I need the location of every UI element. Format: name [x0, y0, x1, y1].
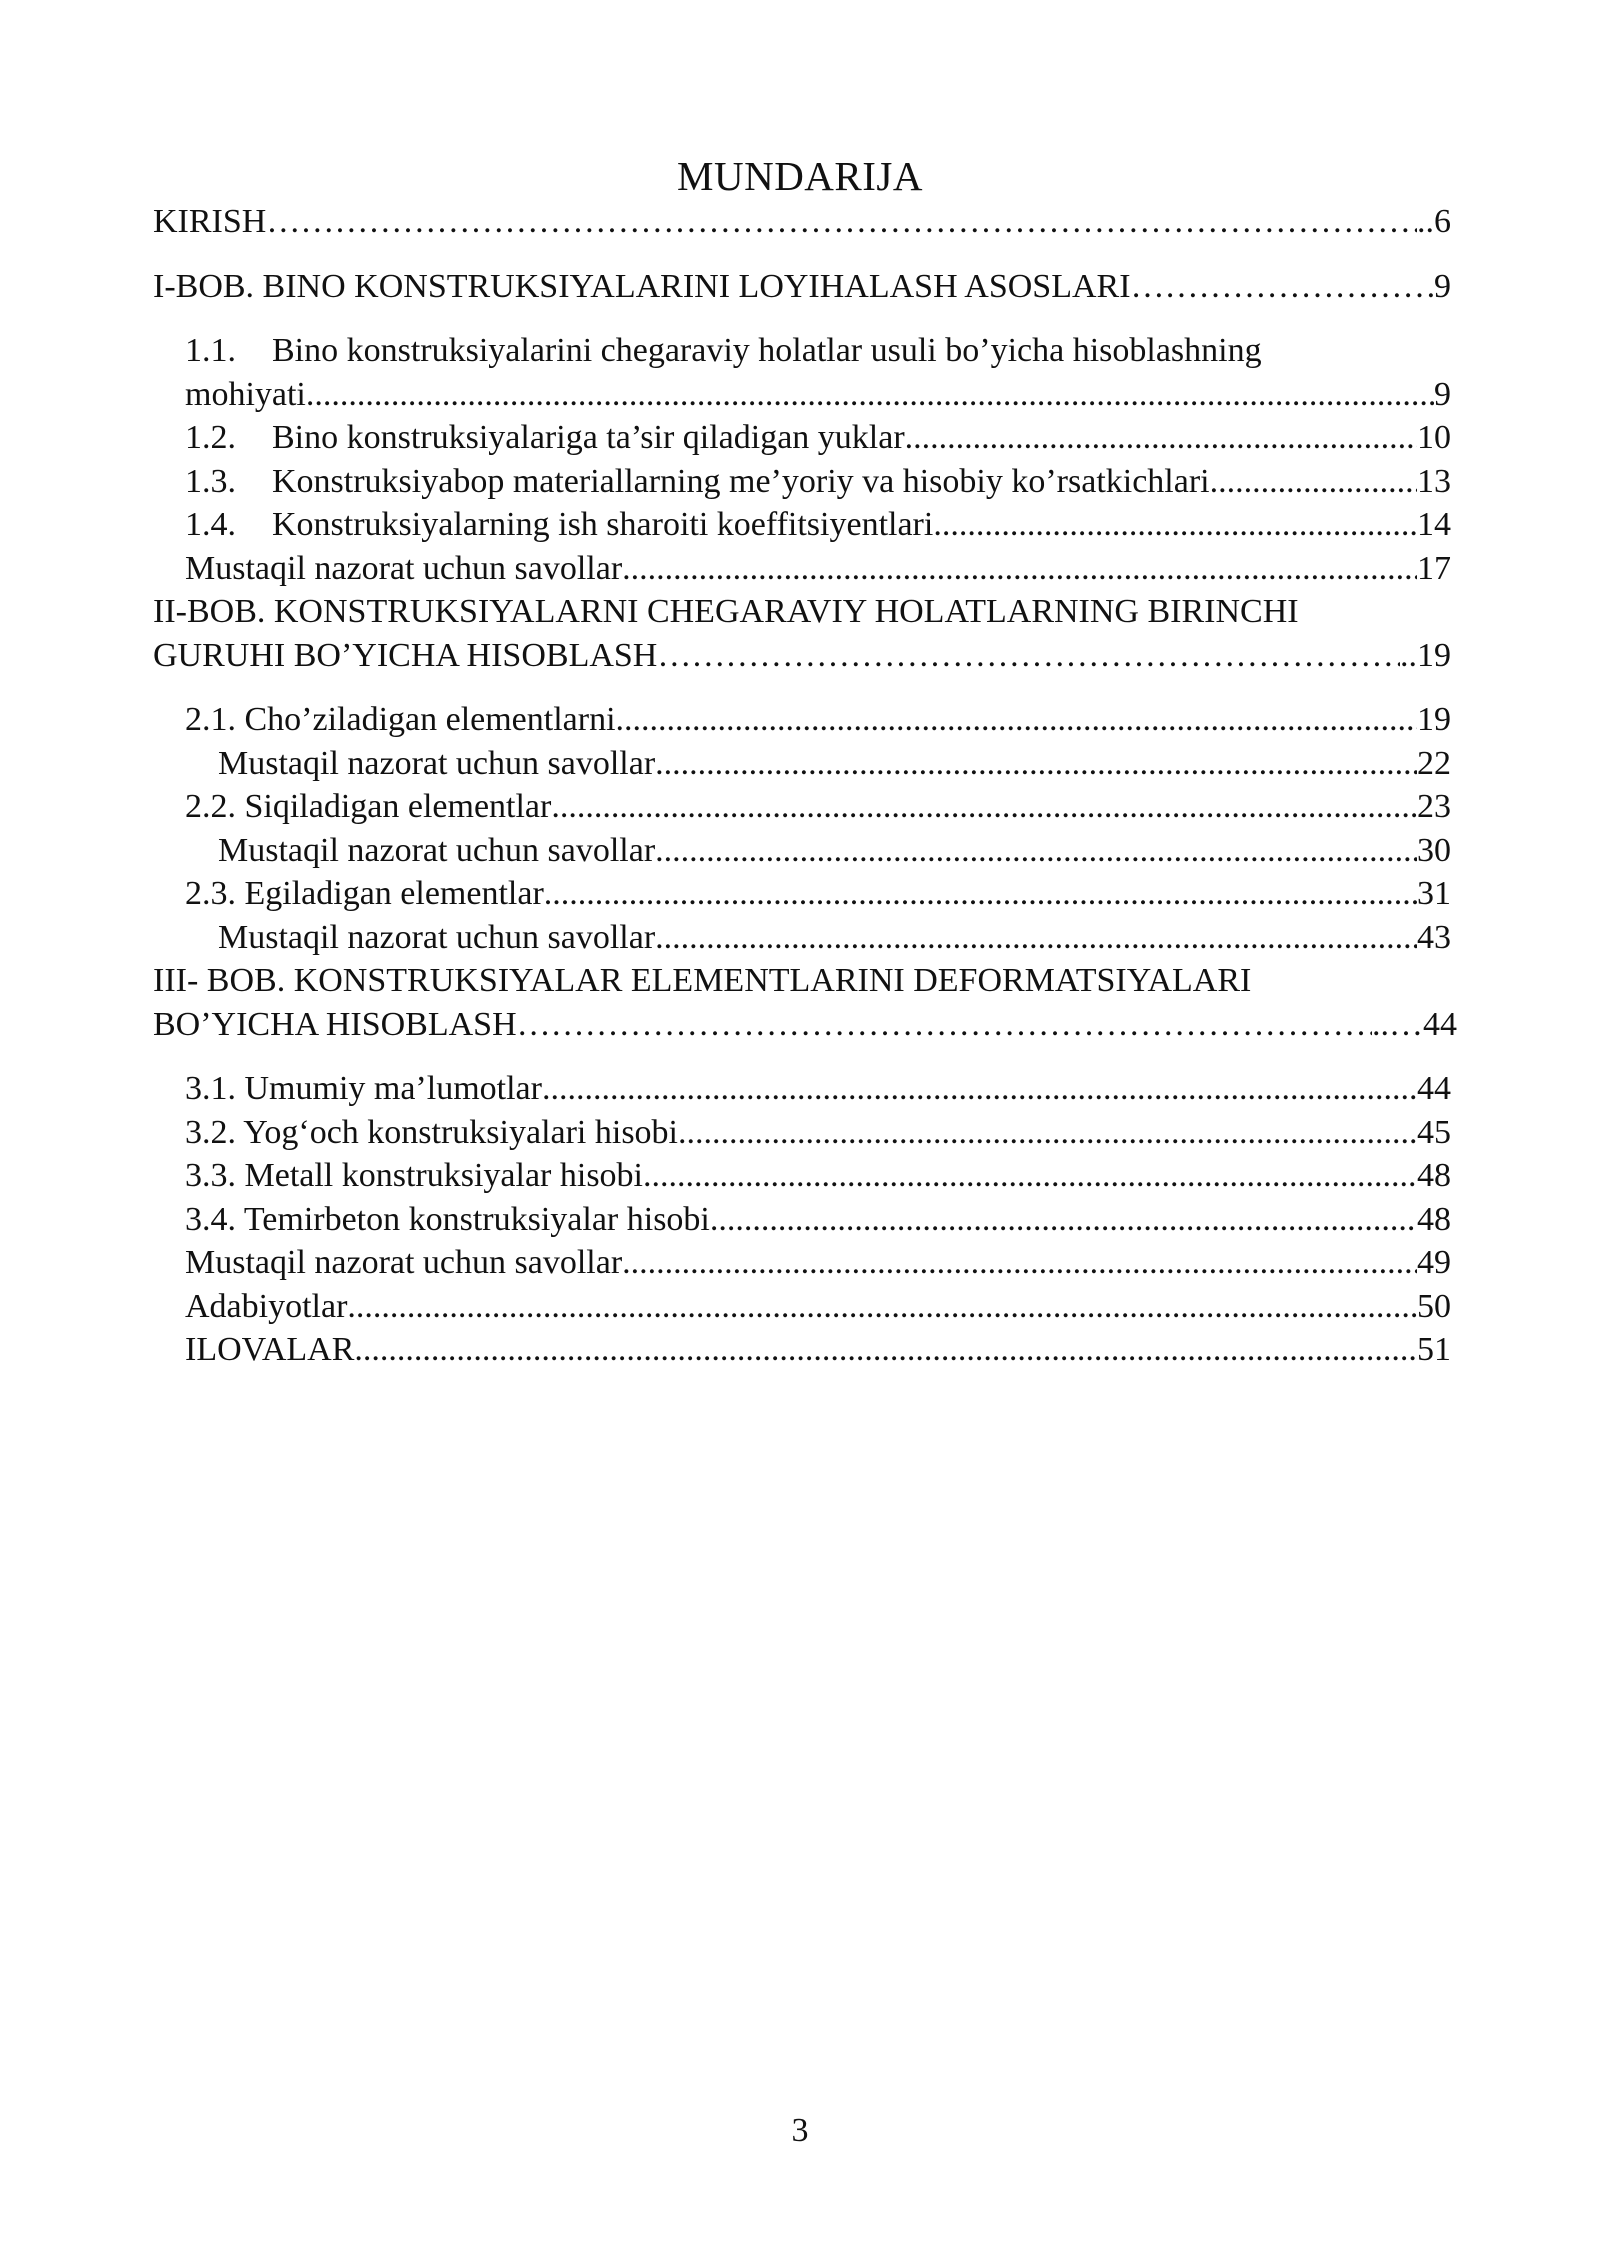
dot-leader [354, 1328, 1417, 1372]
toc-entry-label: Konstruksiyalarning ish sharoiti koeffitsiyentlari [272, 506, 934, 543]
toc-entry-3-4[interactable] [185, 1198, 1451, 1242]
toc-entry-page: 17 [1417, 549, 1451, 587]
toc-entry-page: 9 [1434, 267, 1451, 305]
toc-entry-label: GURUHI BO’YICHA HISOBLASH [153, 636, 658, 674]
dot-leader [678, 1111, 1417, 1155]
toc-entry-label: 2.1. Cho’ziladigan elementlarni [185, 701, 616, 738]
toc-entry-label: Konstruksiyabop materiallarning me’yoriy va hisobiy ko’rsatkichlari [272, 462, 1210, 500]
dot-leader [616, 698, 1417, 742]
dot-leader [622, 1241, 1417, 1285]
page-number: 3 [791, 2112, 809, 2149]
toc-entry-page: 51 [1417, 1331, 1451, 1368]
toc-entry-label: Bino konstruksiyalariga ta’sir qiladigan yuklar [272, 419, 905, 456]
toc-entry-2-1[interactable] [185, 698, 1451, 742]
dot-leader [933, 503, 1417, 547]
page-title: MUNDARIJA [677, 153, 923, 199]
toc-entry-questions-2-2[interactable] [218, 829, 1451, 873]
dot-leader [655, 916, 1417, 960]
dot-leader [657, 634, 1400, 678]
toc-entry-1-4[interactable] [185, 503, 1451, 547]
toc-entry-chapter-1[interactable] [153, 265, 1451, 309]
toc-entry-2-2[interactable] [185, 785, 1451, 829]
toc-entry-label: 3.1. Umumiy ma’lumotlar [185, 1070, 542, 1107]
toc-entry-label: 2.3. Egiladigan elementlar [185, 875, 544, 912]
dot-leader [905, 416, 1417, 460]
toc-entry-chapter-2-line1[interactable]: II-BOB. KONSTRUKSIYALARNI CHEGARAVIY HOLATLARNING BIRINCHI [153, 593, 1299, 630]
toc-entry-questions-2-3[interactable] [218, 916, 1451, 960]
toc-entry-page: 43 [1417, 918, 1451, 956]
dot-leader [643, 1154, 1417, 1198]
toc-entry-1-1-line2[interactable] [185, 373, 1451, 417]
toc-entry-page: 44 [1417, 1070, 1451, 1107]
toc-entry-page: 23 [1417, 788, 1451, 825]
dot-leader [551, 785, 1417, 829]
toc-entry-label: Bino konstruksiyalarini chegaraviy holatlar usuli bo’yicha hisoblashning [272, 332, 1262, 369]
toc-entry-label: 3.4. Temirbeton konstruksiyalar hisobi [185, 1200, 710, 1238]
dot-leader [347, 1285, 1417, 1329]
toc-entry-label: Mustaqil nazorat uchun savollar [218, 918, 656, 956]
dot-leader [622, 547, 1417, 591]
toc-entry-label: ILOVALAR [185, 1331, 355, 1368]
toc-entry-kirish[interactable] [153, 200, 1451, 244]
toc-entry-page: 31 [1417, 875, 1451, 912]
toc-entry-chapter-3-line1[interactable]: III- BOB. KONSTRUKSIYALAR ELEMENTLARINI DEFORMATSIYALARI [153, 962, 1252, 999]
toc-entry-page: 10 [1417, 419, 1451, 456]
toc-entry-label: 3.3. Metall konstruksiyalar hisobi [185, 1157, 644, 1194]
toc-entry-questions-3[interactable] [185, 1241, 1451, 1285]
toc-entry-literature[interactable] [185, 1285, 1451, 1329]
toc-entry-label: KIRISH [153, 203, 267, 240]
toc-entry-page: 30 [1417, 831, 1451, 869]
toc-entry-label: BO’YICHA HISOBLASH [153, 1005, 517, 1043]
toc-entry-page: 45 [1417, 1113, 1451, 1151]
table-of-contents [153, 200, 1457, 1372]
toc-entry-label: Mustaqil nazorat uchun savollar [185, 549, 623, 587]
toc-entry-page: 19 [1417, 701, 1451, 738]
toc-entry-label: Adabiyotlar [185, 1287, 348, 1325]
toc-entry-page: 50 [1417, 1287, 1451, 1325]
toc-entry-1-2[interactable] [185, 416, 1451, 460]
toc-entry-number: 1.4. [185, 506, 236, 543]
toc-entry-page: 22 [1417, 744, 1451, 782]
toc-entry-page: 48 [1417, 1200, 1451, 1238]
toc-entry-label: Mustaqil nazorat uchun savollar [185, 1244, 623, 1281]
toc-entry-appendices[interactable] [185, 1328, 1451, 1372]
toc-entry-chapter-3-line2[interactable] [153, 1003, 1457, 1047]
dot-leader [544, 872, 1417, 916]
toc-entry-3-1[interactable] [185, 1067, 1451, 1111]
toc-entry-3-2[interactable] [185, 1111, 1451, 1155]
dot-leader [655, 742, 1417, 786]
toc-entry-questions-2-1[interactable] [218, 742, 1451, 786]
dot-leader [517, 1003, 1372, 1047]
toc-entry-1-1-line1[interactable] [185, 329, 1451, 373]
dot-leader [306, 373, 1434, 417]
toc-entry-label: Mustaqil nazorat uchun savollar [218, 744, 656, 782]
toc-entry-label: I-BOB. BINO KONSTRUKSIYALARINI LOYIHALASH ASOSLARI [153, 267, 1131, 305]
toc-entry-page: ..19 [1400, 636, 1451, 674]
toc-entry-chapter-2-line2[interactable] [153, 634, 1451, 678]
toc-entry-page: 49 [1417, 1244, 1451, 1281]
toc-entry-page: ..6 [1417, 203, 1451, 240]
toc-entry-1-3[interactable] [185, 460, 1451, 504]
toc-entry-label: 3.2. Yog‘och konstruksiyalari hisobi [185, 1113, 678, 1151]
toc-entry-page: 13 [1417, 462, 1451, 500]
toc-entry-page: 14 [1417, 506, 1451, 543]
dot-leader [655, 829, 1417, 873]
toc-entry-number: 1.3. [185, 462, 236, 500]
dot-leader [1210, 460, 1417, 504]
toc-entry-number: 1.2. [185, 419, 236, 456]
toc-entry-label: mohiyati [185, 375, 306, 413]
toc-entry-3-3[interactable] [185, 1154, 1451, 1198]
toc-entry-number: 1.1. [185, 332, 236, 369]
dot-leader [542, 1067, 1417, 1111]
toc-entry-2-3[interactable] [185, 872, 1451, 916]
toc-entry-page: ..…44 [1372, 1005, 1457, 1043]
toc-entry-questions-1[interactable] [185, 547, 1451, 591]
toc-entry-page: 48 [1417, 1157, 1451, 1194]
toc-entry-page: 9 [1434, 375, 1451, 413]
dot-leader [710, 1198, 1417, 1242]
dot-leader [1131, 265, 1434, 309]
toc-entry-label: 2.2. Siqiladigan elementlar [185, 788, 552, 825]
dot-leader [266, 200, 1417, 244]
toc-entry-label: Mustaqil nazorat uchun savollar [218, 831, 656, 869]
